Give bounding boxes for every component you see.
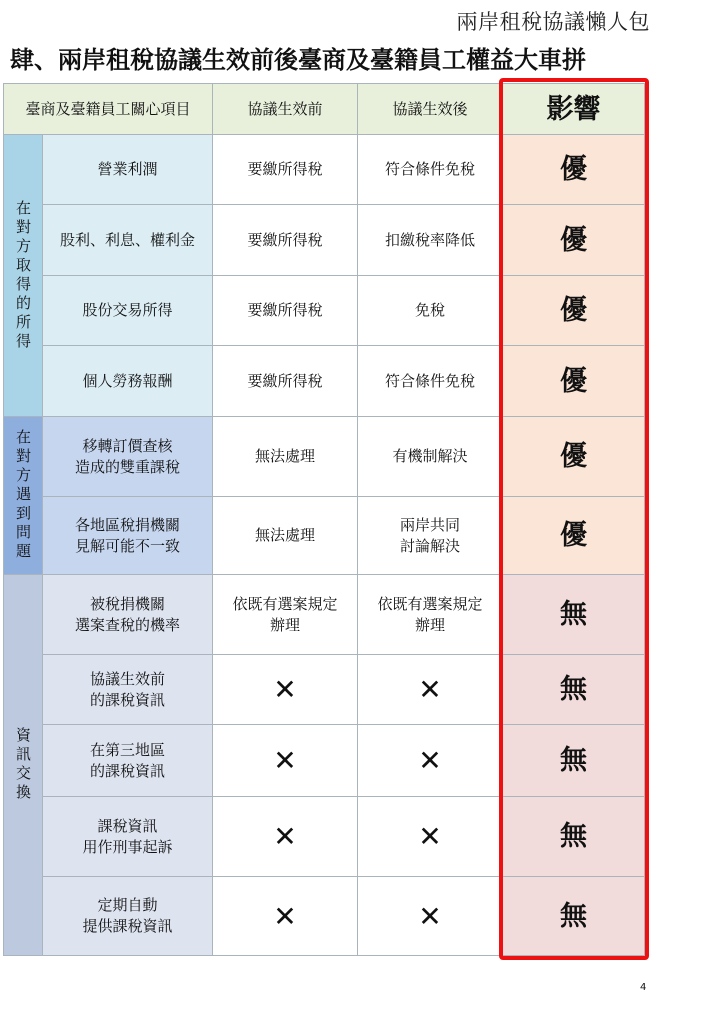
row-impact: 無 bbox=[503, 797, 645, 877]
row-item: 定期自動 提供課稅資訊 bbox=[43, 877, 213, 956]
row-item: 營業利潤 bbox=[43, 135, 213, 205]
column-header-impact: 影響 bbox=[503, 83, 645, 135]
group-label-info-exchange: 資訊交換 bbox=[3, 575, 43, 956]
row-item: 移轉訂價查核 造成的雙重課稅 bbox=[43, 417, 213, 497]
cross-icon: ✕ bbox=[358, 725, 503, 797]
page-title: 肆、兩岸租稅協議生效前後臺商及臺籍員工權益大車拼 bbox=[10, 46, 586, 74]
cross-icon: ✕ bbox=[213, 655, 358, 725]
row-impact: 優 bbox=[503, 276, 645, 346]
group-label-problems: 在對方遇到問題 bbox=[3, 417, 43, 575]
row-impact: 優 bbox=[503, 346, 645, 417]
row-before: 依既有選案規定 辦理 bbox=[213, 575, 358, 655]
row-impact: 優 bbox=[503, 417, 645, 497]
row-item: 協議生效前 的課稅資訊 bbox=[43, 655, 213, 725]
page-number: 4 bbox=[640, 982, 647, 993]
row-before: 要繳所得稅 bbox=[213, 205, 358, 276]
row-impact: 優 bbox=[503, 497, 645, 575]
row-item: 被稅捐機關 選案查稅的機率 bbox=[43, 575, 213, 655]
row-after: 符合條件免稅 bbox=[358, 346, 503, 417]
column-header-before: 協議生效前 bbox=[213, 83, 358, 135]
column-header-item: 臺商及臺籍員工關心項目 bbox=[3, 83, 213, 135]
column-header-after: 協議生效後 bbox=[358, 83, 503, 135]
row-before: 要繳所得稅 bbox=[213, 135, 358, 205]
row-after: 依既有選案規定 辦理 bbox=[358, 575, 503, 655]
row-item: 股份交易所得 bbox=[43, 276, 213, 346]
row-after: 扣繳稅率降低 bbox=[358, 205, 503, 276]
row-item: 各地區稅捐機關 見解可能不一致 bbox=[43, 497, 213, 575]
row-before: 無法處理 bbox=[213, 497, 358, 575]
row-after: 免稅 bbox=[358, 276, 503, 346]
row-impact: 無 bbox=[503, 575, 645, 655]
row-impact: 優 bbox=[503, 205, 645, 276]
row-impact: 無 bbox=[503, 725, 645, 797]
document-title: 兩岸租稅協議懶人包 bbox=[456, 10, 650, 34]
cross-icon: ✕ bbox=[213, 877, 358, 956]
group-label-income: 在對方取得的所得 bbox=[3, 135, 43, 417]
row-item: 課稅資訊 用作刑事起訴 bbox=[43, 797, 213, 877]
row-before: 要繳所得稅 bbox=[213, 346, 358, 417]
row-after: 兩岸共同 討論解決 bbox=[358, 497, 503, 575]
row-before: 無法處理 bbox=[213, 417, 358, 497]
cross-icon: ✕ bbox=[358, 797, 503, 877]
row-impact: 無 bbox=[503, 655, 645, 725]
row-before: 要繳所得稅 bbox=[213, 276, 358, 346]
comparison-table bbox=[3, 83, 645, 956]
row-impact: 無 bbox=[503, 877, 645, 956]
cross-icon: ✕ bbox=[358, 877, 503, 956]
row-impact: 優 bbox=[503, 135, 645, 205]
cross-icon: ✕ bbox=[213, 797, 358, 877]
row-after: 符合條件免稅 bbox=[358, 135, 503, 205]
cross-icon: ✕ bbox=[213, 725, 358, 797]
row-after: 有機制解決 bbox=[358, 417, 503, 497]
row-item: 在第三地區 的課稅資訊 bbox=[43, 725, 213, 797]
row-item: 股利、利息、權利金 bbox=[43, 205, 213, 276]
cross-icon: ✕ bbox=[358, 655, 503, 725]
row-item: 個人勞務報酬 bbox=[43, 346, 213, 417]
